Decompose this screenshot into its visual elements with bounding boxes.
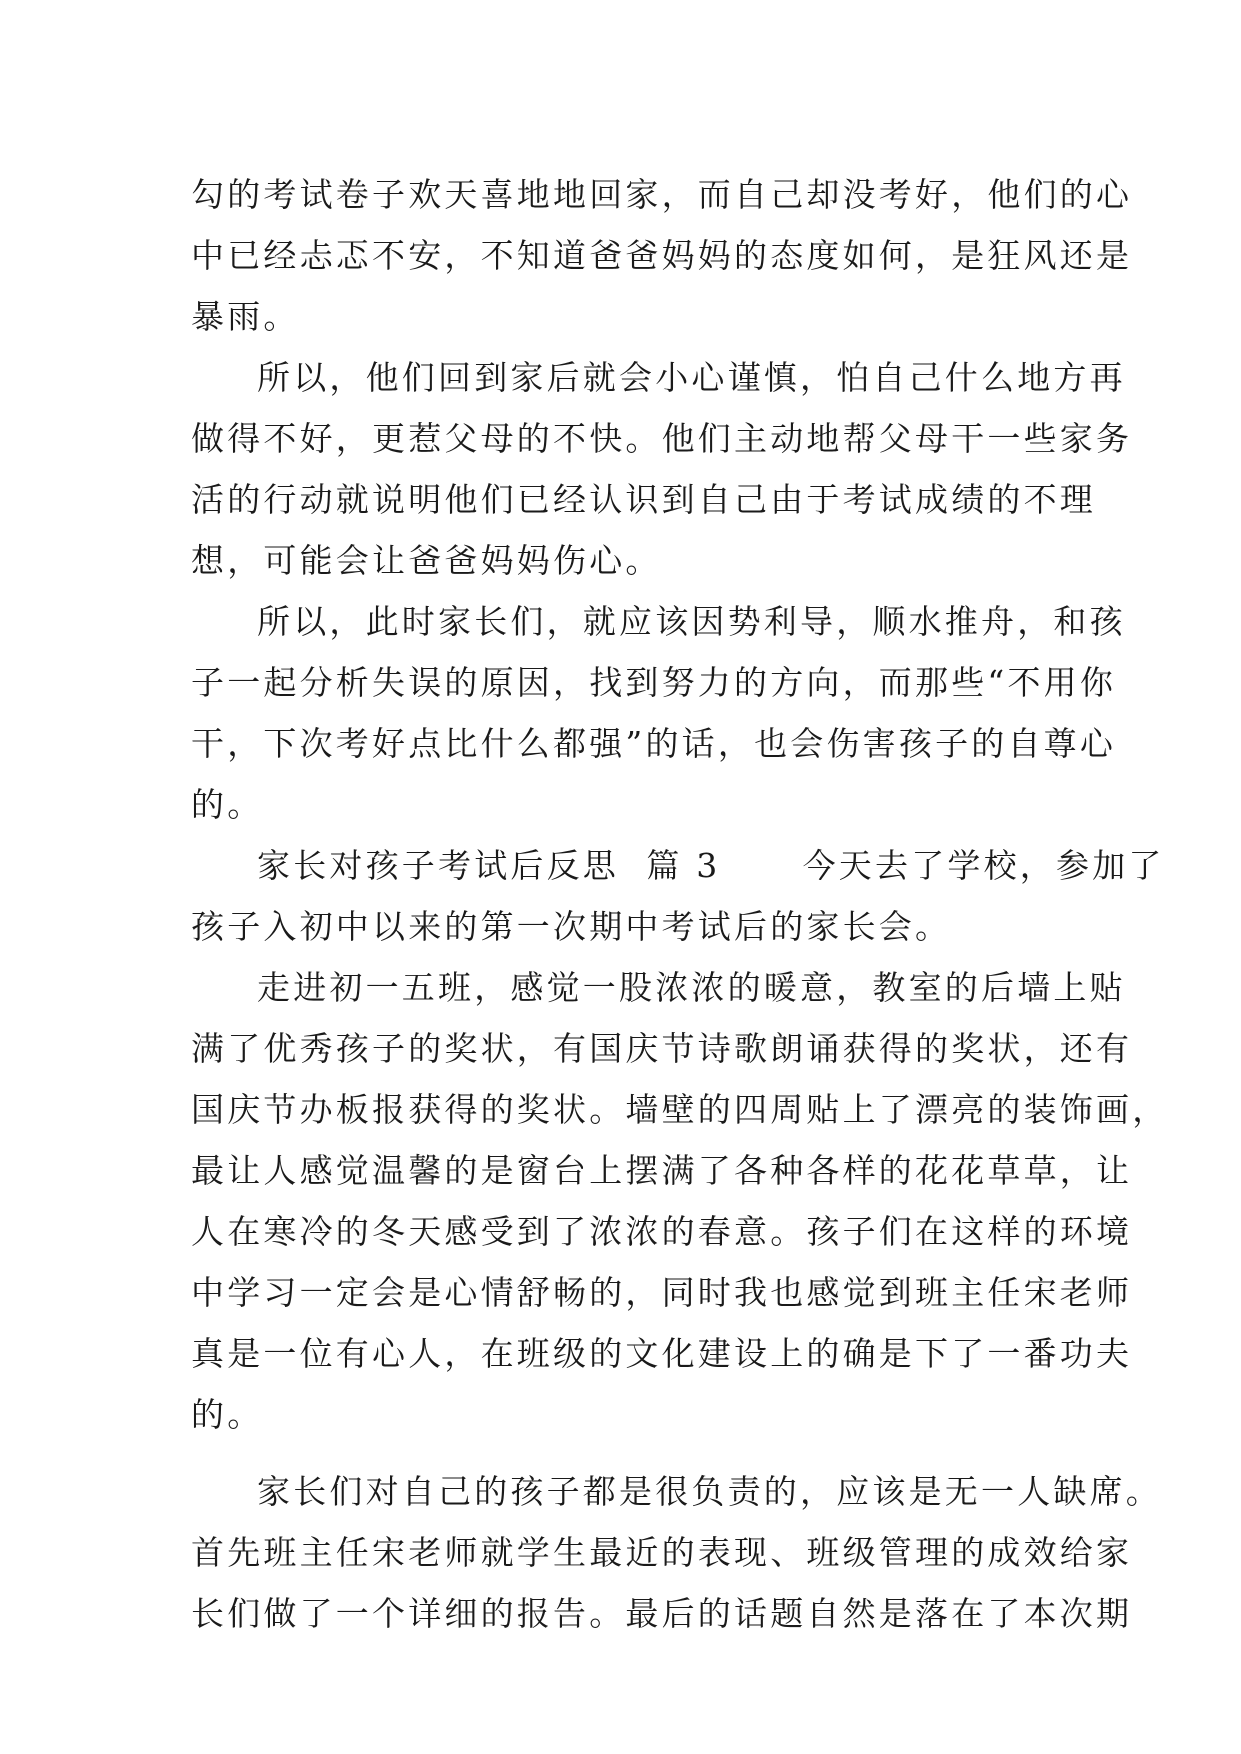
- paragraph-first-line: 家长们对自己的孩子都是很负责的，应该是无一人缺席。: [257, 1472, 1162, 1511]
- text-line: 子一起分析失误的原因，找到努力的方向，而那些“不用你: [191, 663, 1117, 702]
- paragraph-first-line: 走进初一五班，感觉一股浓浓的暖意，教室的后墙上贴: [257, 968, 1126, 1007]
- section-heading-line: 家长对孩子考试后反思 篇 3 今天去了学校，参加了: [257, 846, 1165, 885]
- paragraph-first-line: 所以，他们回到家后就会小心谨慎，怕自己什么地方再: [257, 358, 1126, 397]
- text-line: 想，可能会让爸爸妈妈伤心。: [191, 541, 662, 580]
- paragraph-first-line: 所以，此时家长们，就应该因势利导，顺水推舟，和孩: [257, 602, 1126, 641]
- document-body: [191, 164, 1169, 1644]
- text-line: 中已经忐忑不安，不知道爸爸妈妈的态度如何，是狂风还是: [191, 236, 1133, 275]
- text-line: 暴雨。: [191, 297, 300, 336]
- text-line: 勾的考试卷子欢天喜地地回家，而自己却没考好，他们的心: [191, 175, 1133, 214]
- text-line: 的。: [191, 1395, 264, 1434]
- text-line: 活的行动就说明他们已经认识到自己由于考试成绩的不理: [191, 480, 1096, 519]
- text-line: 满了优秀孩子的奖状，有国庆节诗歌朗诵获得的奖状，还有: [191, 1029, 1133, 1068]
- text-line: 国庆节办板报获得的奖状。墙壁的四周贴上了漂亮的装饰画，: [191, 1090, 1169, 1129]
- text-line: 干，下次考好点比什么都强”的话，也会伤害孩子的自尊心: [191, 724, 1117, 763]
- text-line: 的。: [191, 785, 264, 824]
- text-line: 最让人感觉温馨的是窗台上摆满了各种各样的花花草草，让: [191, 1151, 1133, 1190]
- text-line: 人在寒冷的冬天感受到了浓浓的春意。孩子们在这样的环境: [191, 1212, 1133, 1251]
- text-line: 孩子入初中以来的第一次期中考试后的家长会。: [191, 907, 952, 946]
- text-line: 真是一位有心人，在班级的文化建设上的确是下了一番功夫: [191, 1334, 1133, 1373]
- text-line: 长们做了一个详细的报告。最后的话题自然是落在了本次期: [191, 1594, 1133, 1633]
- text-line: 做得不好，更惹父母的不快。他们主动地帮父母干一些家务: [191, 419, 1133, 458]
- text-line: 首先班主任宋老师就学生最近的表现、班级管理的成效给家: [191, 1533, 1133, 1572]
- text-line: 中学习一定会是心情舒畅的，同时我也感觉到班主任宋老师: [191, 1273, 1133, 1312]
